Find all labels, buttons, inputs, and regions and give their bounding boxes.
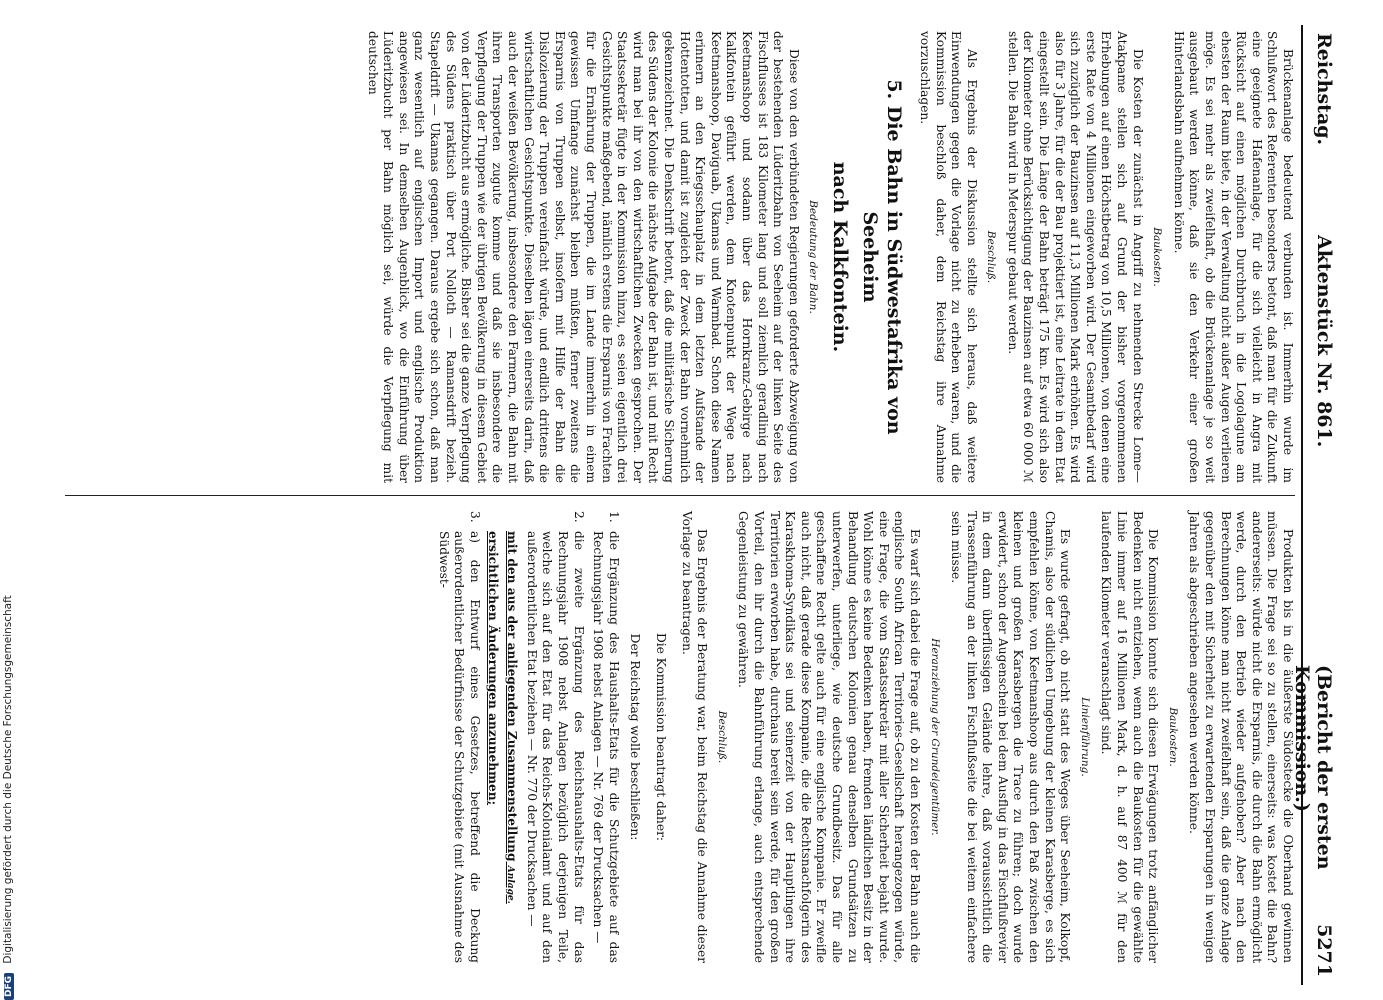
motion-item-3 (435, 511, 482, 963)
item-text: die zweite Ergänzung des Reichshaushalts-Etats für das Rechnungsjahr 1908 nebst Anlagen bezüglich derjenigen Teile, welche sich auf den Etat für das Reichs-Kolonialamt und auf den außerordentlichen Etat beziehen — Nr. 770 der Drucksachen — (524, 531, 586, 963)
emphasis-line (502, 511, 520, 963)
paragraph: Das Ergebnis der Beratung war, beim Reichstag die Annahme dieser Vorlage zu beantragen. (679, 511, 710, 963)
paragraph: Als Ergebnis der Diskussion stellte sich heraus, daß weitere Einwendungen gegen die Vorlage nicht zu erheben waren, und die Kommission beschloß daher, dem Reichstag ihre Annahme vorzuschlagen. (917, 31, 979, 483)
section-title: 5. Die Bahn in Südwestafrika von Seeheim (859, 79, 906, 435)
motion-item-1 (590, 511, 621, 963)
left-text-column (360, 31, 1295, 483)
item-text: die Ergänzung des Haushalts-Etats für die Schutzgebiete auf das Rechnungsjahr 1908 nebst Anlagen — Nr. 769 der Drucksachen — (591, 531, 621, 963)
paragraph: Die Kommission konnte sich diesen Erwägungen trotz anfänglicher Bedenken nicht entziehen, wenn auch die Baukosten für die gewählte Linie immer auf 16 Millionen Mark, d. h. auf 87 400 ℳ für den laufenden Kilometer veranschlagt sind. (1099, 511, 1161, 963)
header-page-number: 5271 (1313, 924, 1335, 977)
rotated-sheet (51, 25, 1341, 985)
header-chamber: Reichstag. (1313, 33, 1335, 146)
paragraph: Es warf sich dabei die Frage auf, ob zu den Kosten der Bahn auch die englische South African Territories-Gesellschaft herangezogen würde, eine Frage, die vom Staatssekretär mit aller Sicherheit bejaht wurde. Wohl könne es keine Bedenken haben, fremden ländlichen Besitz in der Behandlung deutschen Kolonien genau denselben Grundsätzen zu unterwerfen, unterliege, wie deutsche Grundbesitz. Das für alle geschaffene Recht gelte auch für eine englische Kompanie. Er zweifle auch nicht, daß gerade diese Kompanie, die die Rechtsnachfolgerin des Karaskhoma-Syndikats sei und seinerzeit von der Hauptlingen ihre Territorien erworben habe, durchaus bereit sein werde, für den großen Vorteil, den ihr durch die Bahnführung erlange, auch entsprechende Gegenleistung zu gewähren. (736, 511, 922, 963)
emphasis-text: mit den aus der anliegenden Zusammenstellung (505, 531, 520, 862)
motion-heading: Die Kommission beantragt daher: (654, 632, 669, 842)
emphasis-line: ersichtlichen Änderungen anzunehmen; (485, 531, 500, 806)
subheading-linienfuehrung: Linienführung. (1078, 697, 1091, 777)
credit-text: Digitalisierung gefördert durch die Deutsche Forschungsgemeinschaft (2, 595, 14, 964)
paragraph: Diese von den verbündeten Regierungen geforderte Abzweigung von der bestehenden Lüderitzbahn von Seeheim auf der linken Seite des Fischflusses ist 183 Kilometer lang und soll ziemlich geradlinig nach Keetmanshoop und sodann über das Hornkranz-Gebirge nach Kalkfontein geführt werden, dem Knotenpunkt der Wege nach Keetmanshoop, Daviguab, Ukamas und Warmbad. Schon diese Namen erinnern an den Kriegsschauplatz in dem letzten Aufstande der Hottentotten, und damit ist zugleich der Zweck der Bahn vornehmlich gekennzeichnet. Die Denkschrift betont, daß die militärische Sicherung des Südens der Kolonie die nächste Aufgabe der Bahn ist, und mit Recht wird man bei ihr von den wirtschaftlichen Zwecken gesprochen. Der Staatssekretär fügte in der Kommission hinzu, es seien eigentlich drei Gesichtspunkte maßgebend, nämlich erstens die Ersparnis von Frachten für die Ernährung der Truppen, die im Lande immerhin in einem gewissen Umfange zunächst bleiben müßten, ferner zweitens die Ersparnis von Truppen selbst, insofern mit Hilfe der Bahn die Dislozierung der Truppen vereinfacht würde, und endlich drittens die wirtschaftlichen Gesichtspunkte. Dieselben lägen einerseits darin, daß auch der weißen Bevölkerung, insbesondere den Farmern, die Bahn mit ihren Transporten zugute komme und daß sie insbesondere die Verpflegung der Truppen wie der übrigen Bevölkerung in diesem Gebiet von der Lüderitzbucht aus ermögliche. Bisher sei die ganze Verpflegung des Südens praktisch über Port Nolloth — Ramansdrift bezieh. Stapeldrift — Ukamas gegangen. Daraus ergebe sich schon, daß man ganz wesentlich auf englischen Import und englische Produktion angewiesen sei. In demselben Augenblick, wo die Einführung über Lüderitzbucht per Bahn möglich sei, würde die Verpflegung mit deutschen (365, 31, 801, 483)
subheading-beschluss: Beschluß. (985, 230, 998, 284)
subheading-grundeigentuemer: Heranziehung der Grundeigentümer. (928, 638, 941, 836)
section-title-continued: nach Kalkfontein. (829, 161, 852, 353)
column-divider (65, 495, 1295, 496)
paragraph: Brückenanlage bedeutend verbunden ist. Immerhin wurde im Schlußwort des Referenten besonders betont, daß man für die Zukunft eine geeignete Hafenanlage, für die sich vielleicht in Angra mit Rücksicht auf einen möglichen Durchbruch in die Logolagune am ehesten der Raum biete, in der Verwaltung nicht außer Augen verlieren möge. Es sei mehr als zweifelhaft, ob die Brückenanlage je so weit ausgebaut werden könne, daß sie den Verkehr einer großen Hinterlandsbahn aufnehmen könne. (1171, 31, 1295, 483)
item-number: 2. (571, 511, 586, 523)
anlage-note: Anlage. (505, 865, 516, 904)
paragraph: Es wurde gefragt, ob nicht statt des Weges über Seeheim, Kolkopf, Chamis, also der südlichen Umgebung der kleinen Karasberge, es sich empfehlen könne, von Keetmanshoop aus durch den Paß zwischen den kleinen und großen Karasbergen die Trace zu führen; doch wurde erwidert, schon der Augenschein bei dem Ausflug in das Fischflußrevier in dem dann überflüssigen Gelände lehre, daß voraussichtlich die Trassenführung an der linken Fischflußseite die bei weitem einfachere sein müsse. (949, 511, 1073, 963)
item-number: 3. (468, 511, 483, 523)
right-text-column (431, 511, 1295, 963)
motion-subheading: Der Reichstag wolle beschließen: (628, 633, 643, 841)
digitization-credit (2, 0, 16, 1000)
subheading-bedeutung: Bedeutung der Bahn. (807, 200, 820, 314)
subheading-baukosten: Baukosten. (1166, 707, 1179, 767)
dfg-logo-icon: DFG (4, 973, 14, 1000)
item-number: 1. (606, 511, 621, 523)
subheading-baukosten: Baukosten. (1151, 227, 1164, 287)
header-document-number: Aktenstück Nr. 861. (1313, 235, 1335, 448)
paragraph: Die Kosten der zunächst in Angriff zu nehmenden Strecke Lome—Atakpame stellen sich auf Grund der bisher vorgenommenen Erhebungen auf einen Höchstbetrag von 10,5 Millionen, von denen eine erste Rate von 4 Millionen eingeworben wird. Der Gesamtbedarf wird sich zuzüglich der Bauzinsen auf 11,3 Millionen Mark erhöhen. Es wird also für 3 Jahre, für die der Bau projektiert ist, eine Leitrate in dem Etat eingestellt sein. Die Länge der Bahn beträgt 175 km. Es wird sich also der Kilometer ohne Berücksichtigung der Bauzinsen auf etwa 60 000 ℳ stellen. Die Bahn wird in Meterspur gebaut werden. (1005, 31, 1145, 483)
subheading-beschluss: Beschluß. (715, 710, 728, 764)
item-text: a) den Entwurf eines Gesetzes, betreffend die Deckung außerordentlicher Bedürfnisse der Schutzgebiete (mit Ausnahme des Südwest- (436, 531, 483, 963)
page-header (1291, 25, 1341, 985)
motion-item-2 (523, 511, 585, 963)
paragraph: Produkten bis in die äußerste Südostecke die Oberhand gewinnen müssen. Die Frage sei so zu stellen, einerseits: was kostet die Bahn? andererseits: würde nicht die Ersparnis, die durch die Bahn ermöglicht werde, durch den Betrieb wieder aufgehoben? Aber nach den Berechnungen könne man nicht zweifelhaft sein, daß die ganze Anlage gegenüber den mit Sicherheit zu erwartenden Ersparungen in wenigen Jahren als abgeschrieben angesehen werden könne. (1187, 511, 1295, 963)
header-report-title: (Bericht der ersten Kommission.) (1291, 665, 1335, 870)
